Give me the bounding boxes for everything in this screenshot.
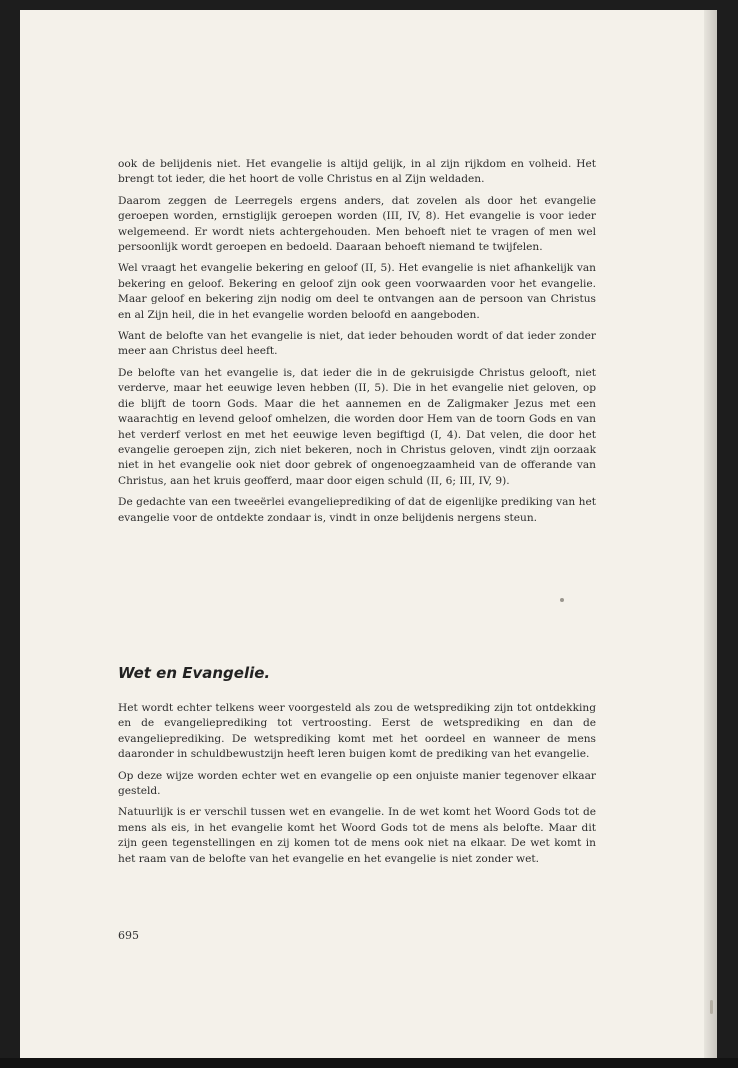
paragraph: Het wordt echter telkens weer voorgesteld als zou de wetsprediking zijn tot ontdekking en de evangelieprediking tot vertroosting. Eerst de wetsprediking en dan de evangelieprediking. De wetsprediking komt met het oordeel en wanneer de mens daaronder in schuldbewustzijn heeft leren buigen komt de prediking van het evangelie. (118, 702, 596, 761)
scan-speck (560, 598, 564, 602)
section-heading: Wet en Evangelie. (118, 664, 271, 682)
paragraph: Want de belofte van het evangelie is niet, dat ieder behouden wordt of dat ieder zonder meer aan Christus deel heeft. (118, 330, 596, 358)
paragraph: De belofte van het evangelie is, dat ieder die in de gekruisigde Christus gelooft, niet verderve, maar het eeuwige leven hebben (II, 5). Die in het evangelie niet geloven, op die blijft de toorn Gods. Maar die het aannemen en de Zaligmaker Jezus met een waarachtig en levend geloof omhelzen, die worden door Hem van de toorn Gods en van het verderf verlost en met het eeuwige leven begiftigd (I, 4). Dat velen, die door het evangelie geroepen zijn, zich niet bekeren, noch in Christus geloven, vindt zijn oorzaak niet in het evangelie ook niet door gebrek of ongenoegzaamheid van de offerande van Christus, aan het kruis geofferd, maar door eigen schuld (II, 6; III, IV, 9). (118, 366, 596, 487)
paragraph: Daarom zeggen de Leerregels ergens anders, dat zovelen als door het evangelie geroepen worden, ernstiglijk geroepen worden (III, IV, 8). Het evangelie is voor ieder welgemeend. Er wordt niets achtergehouden. Men behoeft niet te vragen of men wel persoonlijk wordt geroepen en bedoeld. Daaraan behoeft niemand te twijfelen. (118, 194, 596, 254)
body-text-section-1 (118, 157, 596, 532)
paragraph: ook de belijdenis niet. Het evangelie is altijd gelijk, in al zijn rijkdom en volheid. Het brengt tot ieder, die het hoort de volle Christus en al Zijn weldaden. (118, 158, 596, 186)
paragraph: Op deze wijze worden echter wet en evangelie op een onjuiste manier tegenover elkaar gesteld. (118, 769, 596, 798)
paragraph: De gedachte van een tweeërlei evangelieprediking of dat de eigenlijke prediking van het evangelie voor de ontdekte zondaar is, vindt in onze belijdenis nergens steun. (118, 496, 596, 524)
page-number: 695 (118, 929, 139, 942)
body-text-section-2 (118, 701, 596, 873)
scan-bottom-border (0, 1058, 738, 1068)
paragraph: Natuurlijk is er verschil tussen wet en evangelie. In de wet komt het Woord Gods tot de mens als eis, in het evangelie komt het Woord Gods tot de mens als belofte. Maar dit zijn geen tegenstellingen en zij komen tot de mens ook niet na elkaar. De wet komt in het raam van de belofte van het evangelie en het evangelie is niet zonder wet. (118, 806, 596, 865)
scan-speck (710, 1000, 713, 1014)
paragraph: Wel vraagt het evangelie bekering en geloof (II, 5). Het evangelie is niet afhankelijk van bekering en geloof. Bekering en geloof zijn ook geen voorwaarden voor het evangelie. Maar geloof en bekering zijn nodig om deel te ontvangen aan de persoon van Christus en al Zijn heil, die in het evangelie worden beloofd en aangeboden. (118, 262, 596, 321)
page-edge-shadow (704, 10, 717, 1058)
